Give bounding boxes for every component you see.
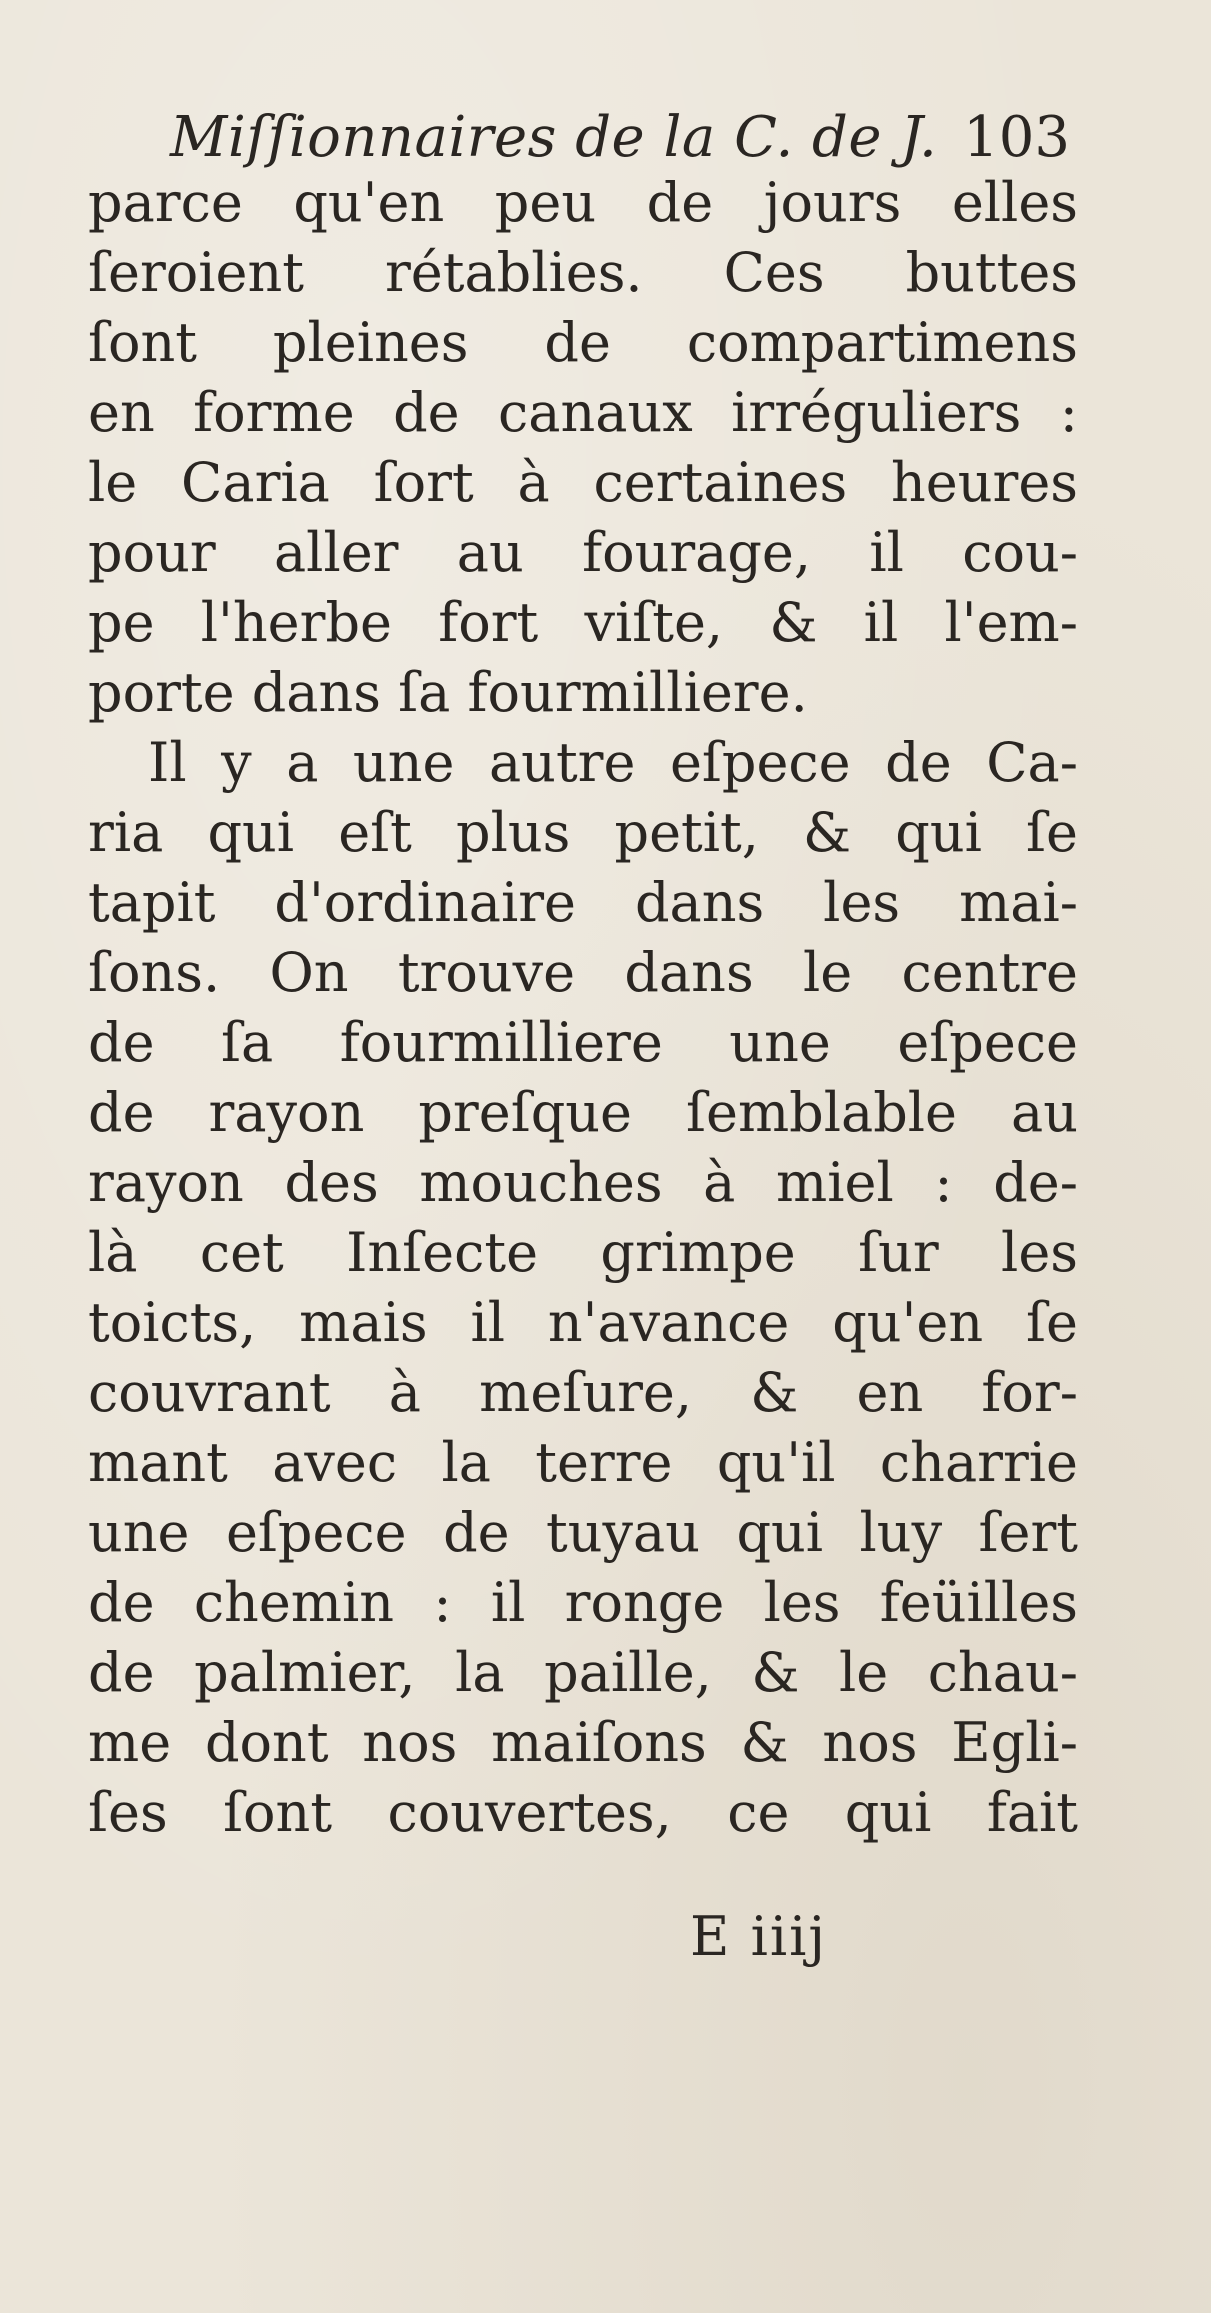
text-line: Il y a une autre eſpece de Ca- <box>148 731 1078 794</box>
text-line: ſeroient rétablies. Ces buttes <box>88 241 1078 304</box>
text-line: de chemin : il ronge les feüilles <box>88 1571 1078 1634</box>
text-line: pour aller au fourage, il cou- <box>88 521 1078 584</box>
text-line: de rayon preſque ſemblable au <box>88 1081 1078 1144</box>
text-line: pe l'herbe fort viſte, & il l'em- <box>88 591 1078 654</box>
page-number: 103 <box>963 105 1070 170</box>
text-line: rayon des mouches à miel : de- <box>88 1151 1078 1214</box>
text-line: porte dans ſa fourmilliere. <box>88 661 808 724</box>
text-line: de ſa fourmilliere une eſpece <box>88 1011 1078 1074</box>
text-line: le Caria ſort à certaines heures <box>88 451 1078 514</box>
text-line: en forme de canaux irréguliers : <box>88 381 1078 444</box>
text-line: parce qu'en peu de jours elles <box>88 171 1078 234</box>
text-line: une eſpece de tuyau qui luy ſert <box>88 1501 1078 1564</box>
text-line: là cet Inſecte grimpe ſur les <box>88 1221 1078 1284</box>
running-title: Miſſionnaires de la C. de J. <box>170 105 938 170</box>
text-line: couvrant à meſure, & en for- <box>88 1361 1078 1424</box>
text-line: ſes ſont couvertes, ce qui fait <box>88 1781 1078 1844</box>
page-header <box>170 98 1070 178</box>
text-line: ria qui eſt plus petit, & qui ſe <box>88 801 1078 864</box>
text-line: tapit d'ordinaire dans les mai- <box>88 871 1078 934</box>
signature-mark: E iiij <box>690 1905 828 1968</box>
text-line: ſont pleines de compartimens <box>88 311 1078 374</box>
text-line: toicts, mais il n'avance qu'en ſe <box>88 1291 1078 1354</box>
text-line: de palmier, la paille, & le chau- <box>88 1641 1078 1704</box>
text-line: ſons. On trouve dans le centre <box>88 941 1078 1004</box>
body-text <box>88 168 1078 1848</box>
text-line: mant avec la terre qu'il charrie <box>88 1431 1078 1494</box>
text-line: me dont nos maiſons & nos Egli- <box>88 1711 1078 1774</box>
